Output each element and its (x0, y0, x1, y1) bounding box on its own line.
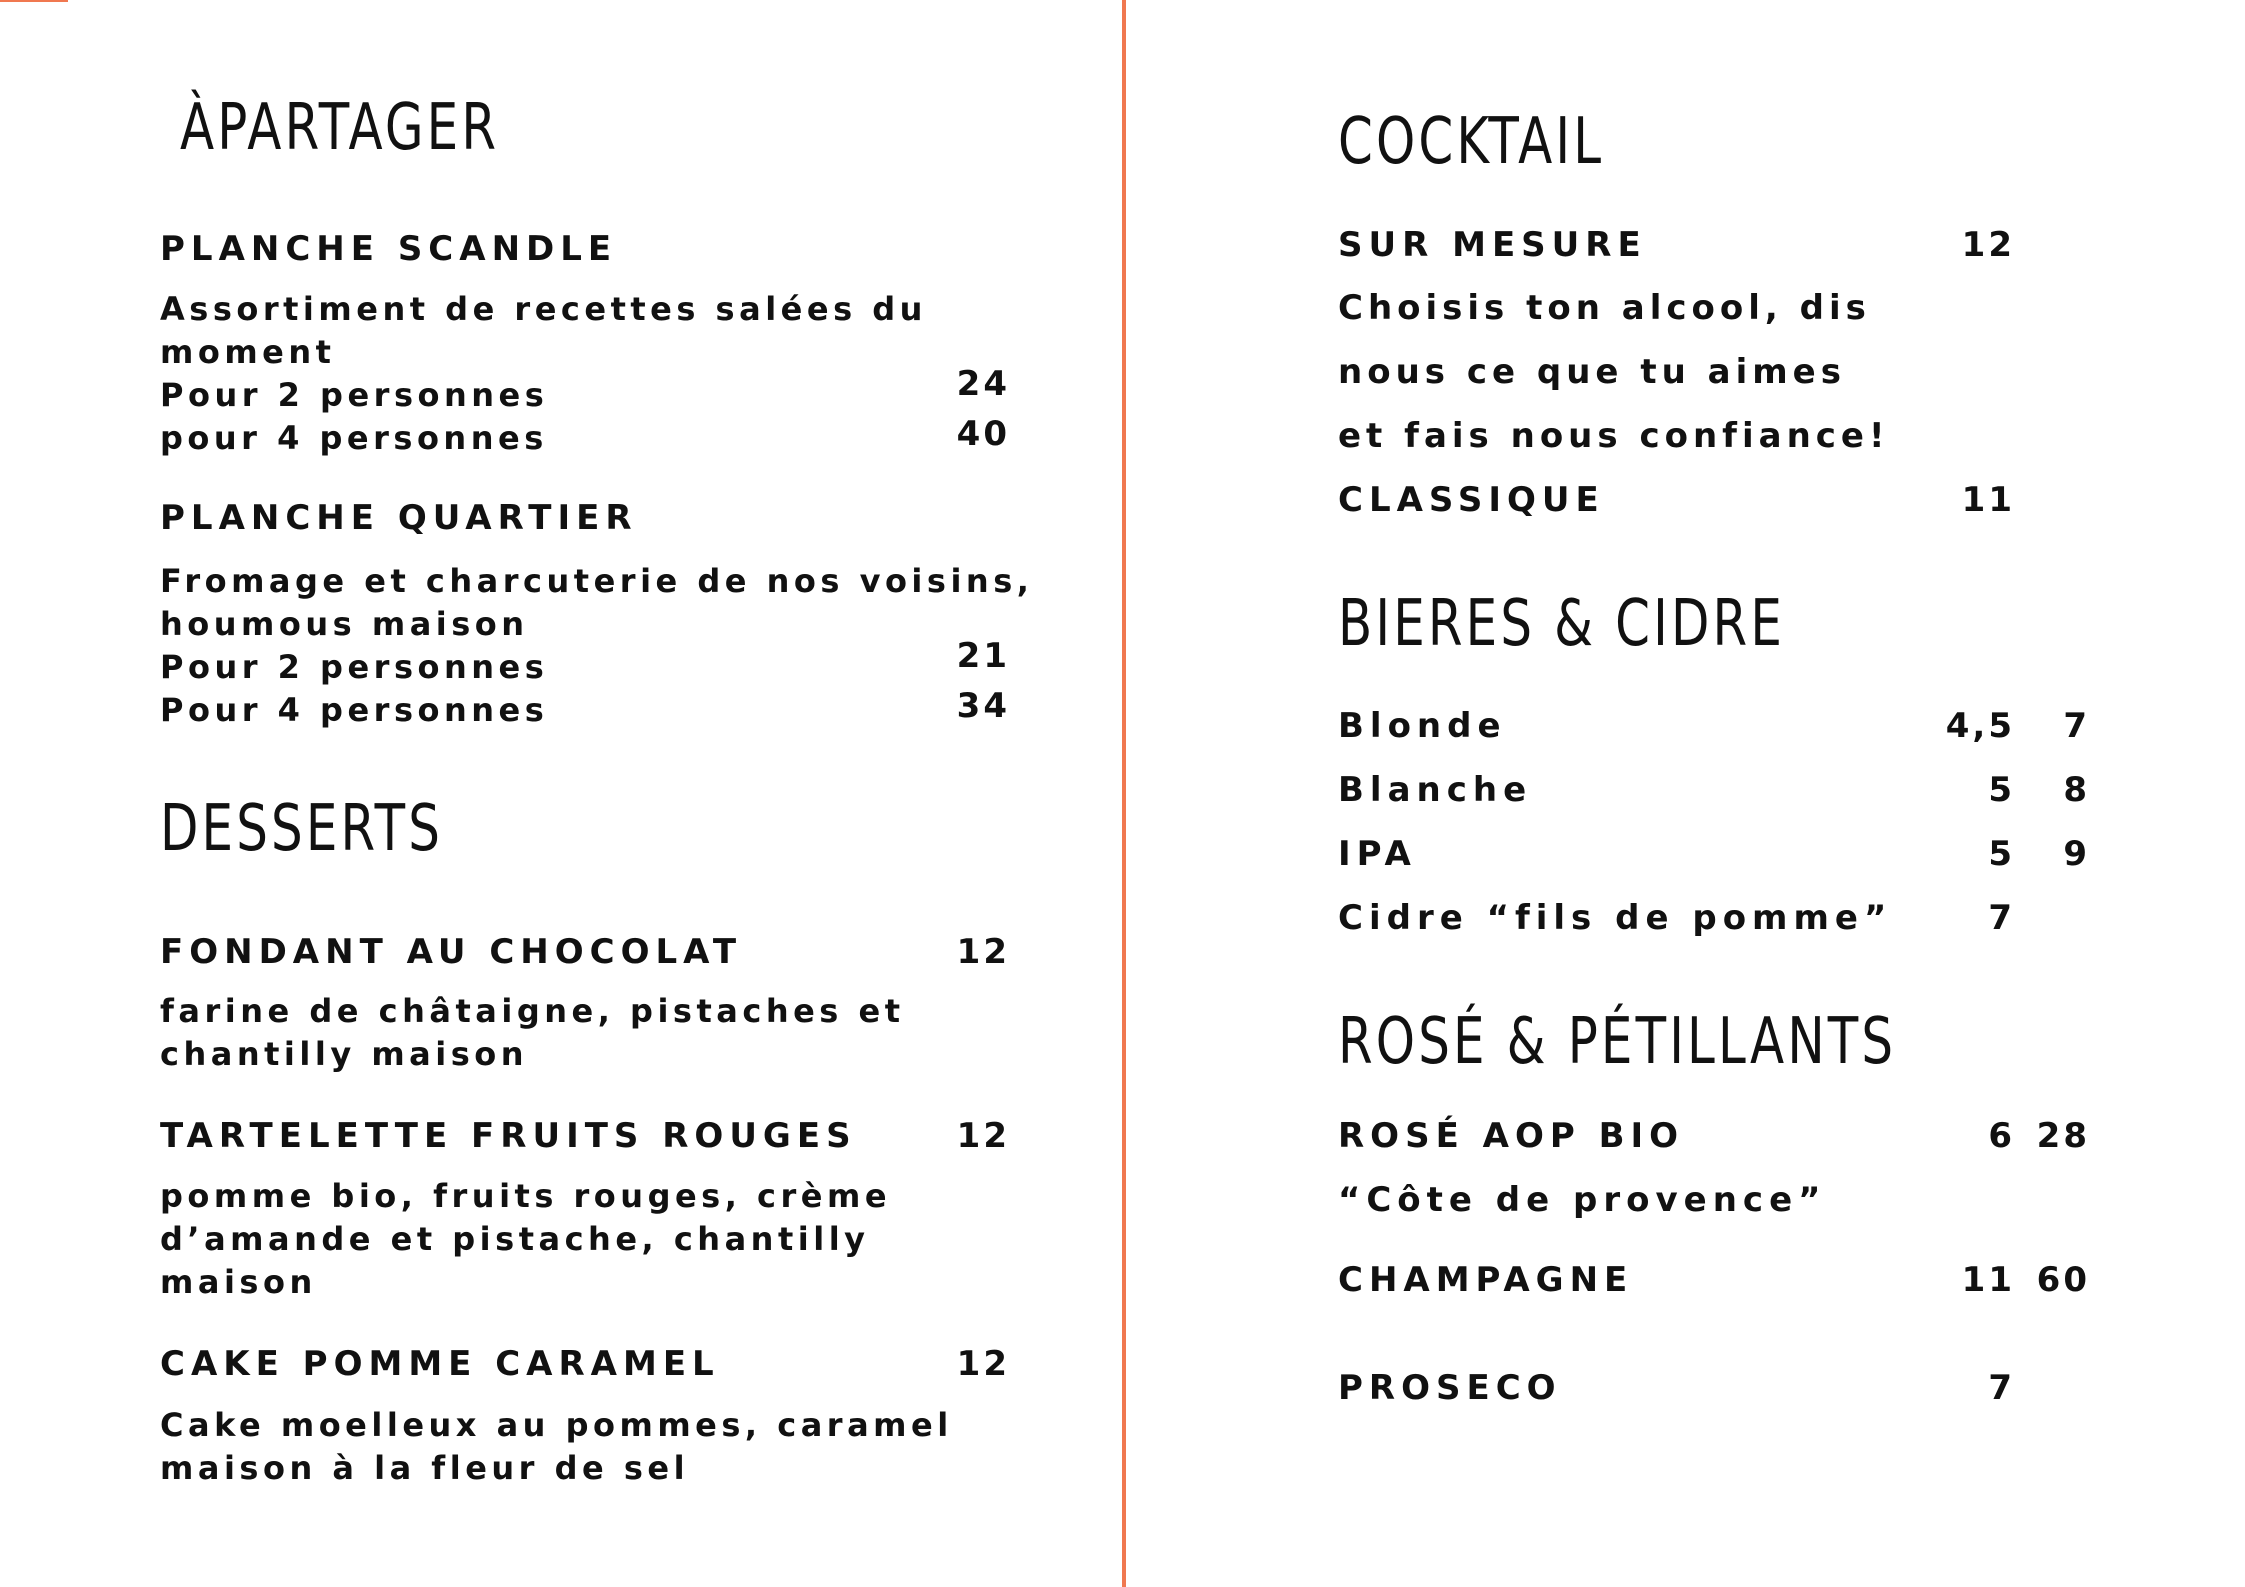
item-price: 11 (1961, 480, 2015, 520)
item-description: maison à la fleur de sel (160, 1449, 690, 1487)
item-price: 12 (956, 1344, 1010, 1384)
serving-option: pour 4 personnes (160, 419, 548, 457)
item-description: pomme bio, fruits rouges, crème (160, 1177, 892, 1215)
item-description: d’amande et pistache, chantilly (160, 1220, 870, 1258)
item-title: SUR MESURE (1338, 225, 1647, 265)
item-description: Cake moelleux au pommes, caramel (160, 1406, 953, 1444)
item-title: CLASSIQUE (1338, 480, 1605, 520)
item-price: 12 (956, 1116, 1010, 1156)
item-price: 12 (1961, 225, 2015, 265)
item-description: chantilly maison (160, 1035, 529, 1073)
item-price: 12 (956, 932, 1010, 972)
price-glass: 11 (1961, 1260, 2015, 1300)
cocktail-description: nous ce que tu aimes (1338, 352, 1846, 392)
item-description: farine de châtaigne, pistaches et (160, 992, 905, 1030)
accent-corner-mark (0, 0, 68, 2)
price-glass: 6 (1988, 1116, 2015, 1156)
item-description: moment (160, 333, 336, 371)
item-price: 40 (956, 414, 1010, 454)
serving-option: Pour 2 personnes (160, 648, 549, 686)
item-description: maison (160, 1263, 317, 1301)
item-description: Assortiment de recettes salées du (160, 290, 927, 328)
page-divider (1122, 0, 1126, 1587)
item-name: IPA (1338, 834, 1417, 874)
item-subtitle: “Côte de provence” (1338, 1180, 1827, 1220)
item-price: 21 (956, 636, 1010, 676)
section-heading-a-partager: ÀPARTAGER (180, 91, 500, 165)
cocktail-description: et fais nous confiance! (1338, 416, 1890, 456)
section-heading-desserts: DESSERTS (160, 792, 444, 866)
section-heading-bieres-cidre: BIERES & CIDRE (1338, 587, 1786, 661)
item-price: 24 (956, 364, 1010, 404)
item-name: Blanche (1338, 770, 1533, 810)
price-bottle: 60 (2036, 1260, 2090, 1300)
item-name: Blonde (1338, 706, 1507, 746)
price-large: 9 (2063, 834, 2090, 874)
item-description: Fromage et charcuterie de nos voisins, (160, 562, 1034, 600)
section-heading-cocktail: COCKTAIL (1338, 105, 1605, 179)
item-title: ROSÉ AOP BIO (1338, 1116, 1685, 1156)
item-title: PROSECO (1338, 1368, 1562, 1408)
section-heading-rose-petillants: ROSÉ & PÉTILLANTS (1338, 1005, 1897, 1079)
price-large: 8 (2063, 770, 2090, 810)
price-small: 4,5 (1945, 706, 2015, 746)
item-title: PLANCHE QUARTIER (160, 498, 638, 538)
item-title: CAKE POMME CARAMEL (160, 1344, 720, 1384)
price-small: 7 (1988, 898, 2015, 938)
item-name: Cidre “fils de pomme” (1338, 898, 1893, 938)
price-bottle: 28 (2036, 1116, 2090, 1156)
price-large: 7 (2063, 706, 2090, 746)
item-title: TARTELETTE FRUITS ROUGES (160, 1116, 857, 1156)
item-price: 34 (956, 686, 1010, 726)
cocktail-description: Choisis ton alcool, dis (1338, 288, 1871, 328)
item-description: houmous maison (160, 605, 529, 643)
price-small: 5 (1988, 770, 2015, 810)
price-glass: 7 (1988, 1368, 2015, 1408)
serving-option: Pour 2 personnes (160, 376, 549, 414)
serving-option: Pour 4 personnes (160, 691, 549, 729)
item-title: FONDANT AU CHOCOLAT (160, 932, 743, 972)
price-small: 5 (1988, 834, 2015, 874)
item-title: PLANCHE SCANDLE (160, 229, 618, 269)
item-title: CHAMPAGNE (1338, 1260, 1634, 1300)
